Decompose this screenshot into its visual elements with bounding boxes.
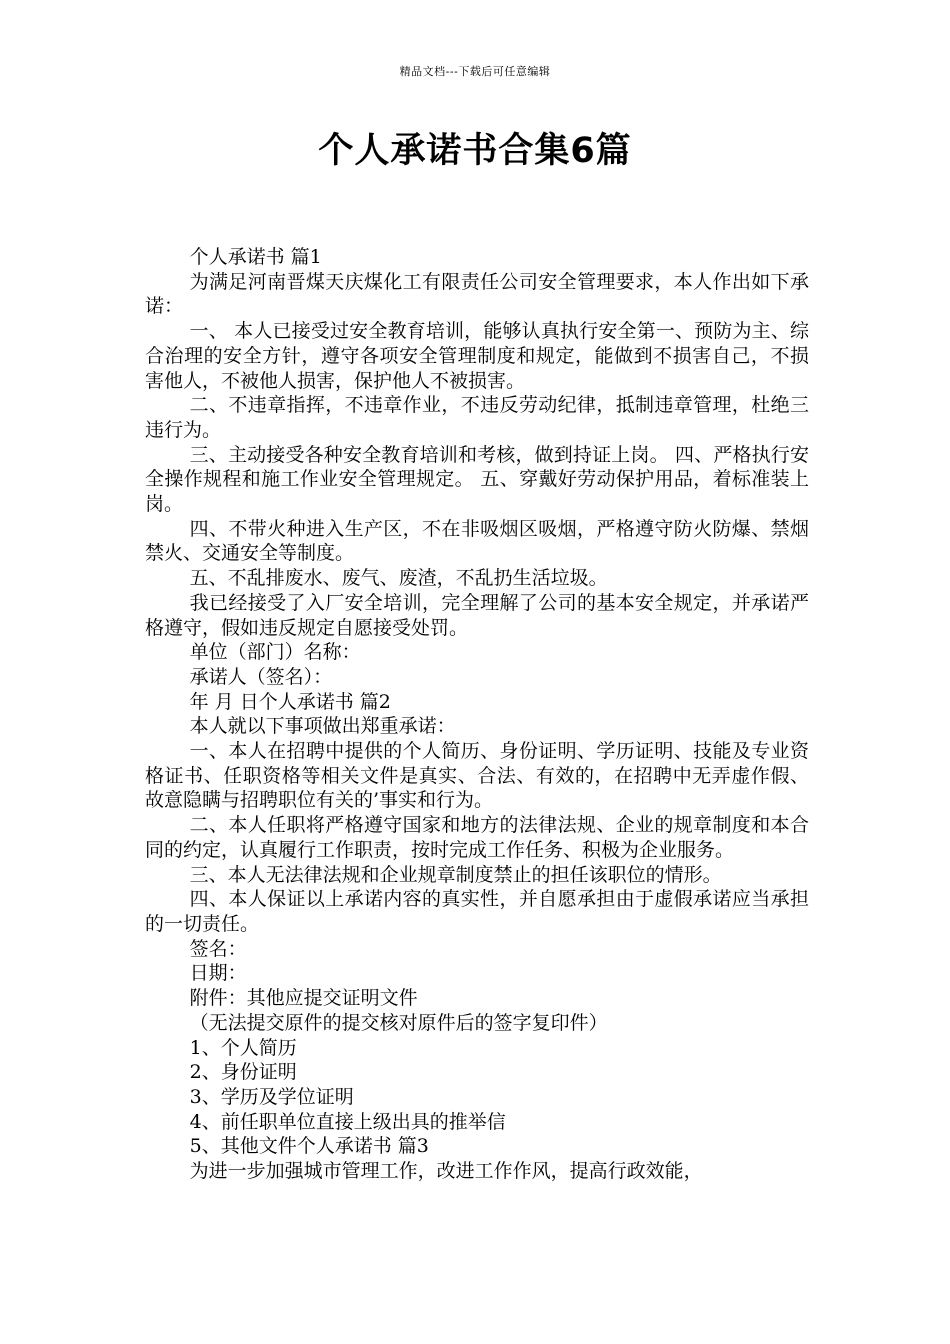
paragraph: 四、不带火种进入生产区，不在非吸烟区吸烟，严格遵守防火防爆、禁烟禁火、交通安全等制度。 — [145, 517, 809, 565]
signature-line: 单位（部门）名称： — [189, 641, 361, 664]
paragraph: 二、本人任职将严格遵守国家和地方的法律法规、企业的规章制度和本合同的约定，认真履行工作职责，按时完成工作任务、积极为企业服务。 — [145, 814, 809, 861]
paragraph: 三、主动接受各种安全教育培训和考核，做到持证上岗。 四、严格执行安全操作规程和施工作业安全管理规定。 五、穿戴好劳动保护用品，着标准装上岗。 — [145, 443, 809, 516]
signature-line: 签名： — [189, 937, 247, 960]
paragraph: 四、本人保证以上承诺内容的真实性，并自愿承担由于虚假承诺应当承担的一切责任。 — [145, 888, 809, 935]
paragraph: 五、不乱排废水、废气、废渣，不乱扔生活垃圾。 — [189, 567, 608, 590]
section-heading: 年 月 日个人承诺书 篇2 — [189, 690, 391, 713]
page-header-note: 精品文档---下载后可任意编辑 — [399, 65, 551, 78]
paragraph: 一、本人在招聘中提供的个人简历、身份证明、学历证明、技能及专业资格证书、任职资格等相关文件是真实、合法、有效的，在招聘中无弄虚作假、故意隐瞒与招聘职位有关的’事实和行为。 — [145, 740, 809, 812]
list-item: 5、其他文件个人承诺书 篇3 — [189, 1135, 429, 1158]
paragraph: 我已经接受了入厂安全培训，完全理解了公司的基本安全规定，并承诺严格遵守，假如违反规定自愿接受处罚。 — [145, 591, 809, 639]
document-body — [145, 245, 809, 1184]
list-item: 1、个人简历 — [189, 1036, 297, 1059]
paragraph: 本人就以下事项做出郑重承诺： — [189, 715, 456, 738]
paragraph: 二、不违章指挥，不违章作业，不违反劳动纪律，抵制违章管理，杜绝三违行为。 — [145, 394, 809, 441]
paragraph: 为满足河南晋煤天庆煤化工有限责任公司安全管理要求，本人作出如下承诺： — [145, 270, 809, 318]
list-item: 2、身份证明 — [189, 1061, 297, 1084]
attachment-note: （无法提交原件的提交核对原件后的签字复印件） — [189, 1011, 608, 1034]
paragraph: 一、 本人已接受过安全教育培训，能够认真执行安全第一、预防为主、综合治理的安全方针，遵守各项安全管理制度和规定，能做到不损害自己，不损害他人，不被他人损害，保护他人不被损害。 — [145, 320, 809, 392]
paragraph: 三、本人无法律法规和企业规章制度禁止的担任该职位的情形。 — [189, 863, 722, 886]
signature-line: 承诺人（签名）： — [189, 665, 333, 688]
paragraph: 为进一步加强城市管理工作，改进工作作风，提高行政效能， — [189, 1160, 703, 1183]
attachment-heading: 附件：其他应提交证明文件 — [189, 987, 418, 1010]
list-item: 3、学历及学位证明 — [189, 1085, 354, 1108]
date-line: 日期： — [189, 962, 247, 985]
document-title: 个人承诺书合集6篇 — [318, 131, 632, 171]
list-item: 4、前任职单位直接上级出具的推举信 — [189, 1110, 506, 1133]
section-heading: 个人承诺书 篇1 — [189, 246, 322, 268]
